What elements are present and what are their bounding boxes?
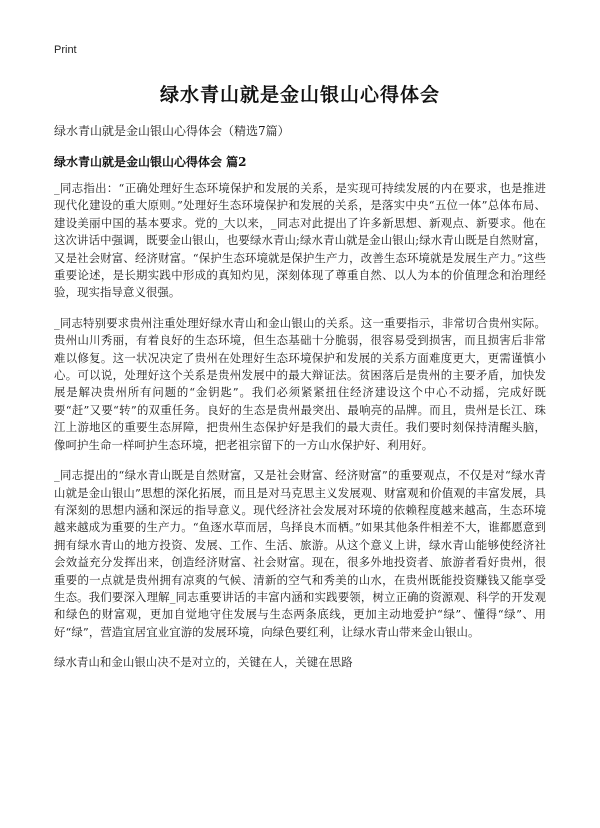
paragraph: _同志特别要求贵州注重处理好绿水青山和金山银山的关系。这一重要指示，非常切合贵州实际。贵州山川秀丽，有着良好的生态环境，但生态基础十分脆弱，很容易受到损害，而且损害后非常难以修复。这一状况决定了贵州在处理好生态环境保护和发展的关系方面难度更大，更需谨慎小心。可以说，处理好这个关系是贵州发展中的最大辩证法。贫困落后是贵州的主要矛盾，加快发展是解决贵州所有问题的“金钥匙”。我们必须紧紧扭住经济建设这个中心不动摇，完成好既要“赶”又要“转”的双重任务。良好的生态是贵州最突出、最响亮的品牌。而且，贵州是长江、珠江上游地区的重要生态屏障，把贵州生态保护好是我们的最大责任。我们要时刻保持清醒头脑，像呵护生命一样呵护生态环境，把老祖宗留下的一方山水保护好、利用好。 [54, 315, 546, 452]
paragraph: _同志提出的“绿水青山既是自然财富，又是社会财富、经济财富”的重要观点，不仅是对“绿水青山就是金山银山”思想的深化拓展，而且是对马克思主义发展观、财富观和价值观的丰富发展，具有深刻的思想内涵和深远的指导意义。现代经济社会发展对环境的依赖程度越来越高，生态环境越来越成为重要的生产力。“鱼逐水草而居，鸟择良木而栖。”如果其他条件相差不大，谁都愿意到拥有绿水青山的地方投资、发展、工作、生活、旅游。从这个意义上讲，绿水青山能够使经济社会效益充分发挥出来，创造经济财富、社会财富。现在，很多外地投资者、旅游者看好贵州，很重要的一点就是贵州拥有凉爽的气候、清新的空气和秀美的山水，在贵州既能投资赚钱又能享受生态。我们要深入理解_同志重要讲话的丰富内涵和实践要领，树立正确的资源观、科学的开发观和绿色的财富观，更加自觉地守住发展与生态两条底线，更加主动地爱护“绿”、懂得“绿”、用好“绿”，营造宜居宜业宜游的发展环境，向绿色要红利，让绿水青山带来金山银山。 [54, 468, 546, 639]
paragraph: _同志指出：“正确处理好生态环境保护和发展的关系，是实现可持续发展的内在要求，也是推进现代化建设的重大原则。”处理好生态环境保护和发展的关系，是落实中央“五位一体”总体布局、建设美丽中国的基本要求。党的_大以来，_同志对此提出了许多新思想、新观点、新要求。他在这次讲话中强调，既要金山银山，也要绿水青山;绿水青山就是金山银山;绿水青山既是自然财富，又是社会财富、经济财富。“保护生态环境就是保护生产力，改善生态环境就是发展生产力。”这些重要论述，是长期实践中形成的真知灼见，深刻体现了尊重自然、以人为本的价值理念和治理经验，现实指导意义很强。 [54, 181, 546, 300]
print-link[interactable]: Print [54, 44, 77, 56]
section-heading: 绿水青山就是金山银山心得体会 篇2 [54, 155, 247, 169]
document-title: 绿水青山就是金山银山心得体会 [159, 84, 440, 106]
document-body [54, 180, 546, 685]
paragraph: 绿水青山和金山银山决不是对立的，关键在人，关键在思路 [54, 655, 353, 670]
document-subtitle: 绿水青山就是金山银山心得体会（精选7篇） [54, 124, 290, 138]
